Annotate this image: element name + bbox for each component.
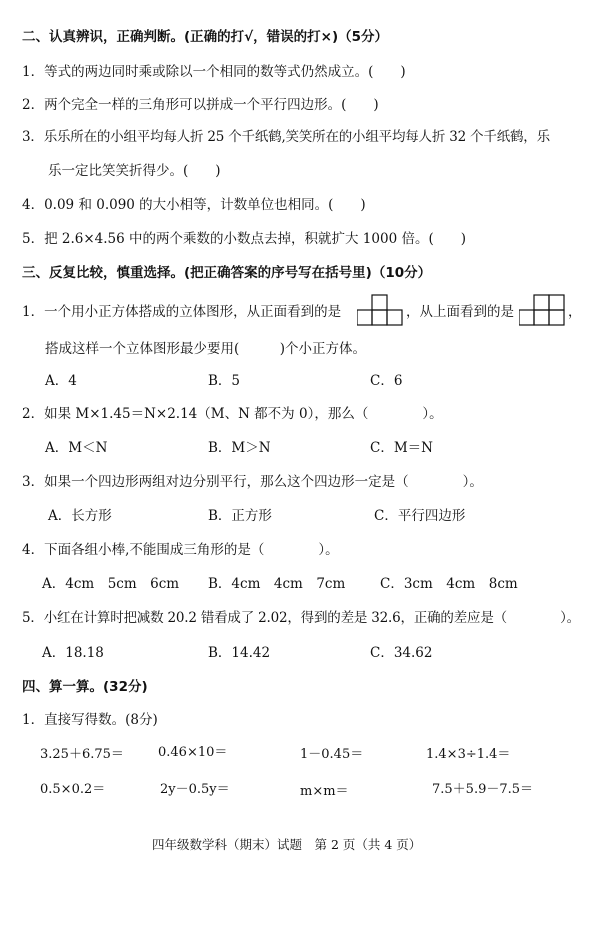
choice-q2-option-a: A．M＜N [45, 440, 108, 456]
choice-q1-line2: 搭成这样一个立体图形最少要用( )个小正方体。 [45, 341, 367, 357]
choice-q4-option-c: C．3cm 4cm 8cm [380, 576, 518, 592]
calc-item: 0.46×10＝ [158, 745, 228, 760]
judge-item-3-cont: 乐一定比笑笑折得少。( ) [48, 163, 221, 179]
choice-q2: 2．如果 M×1.45＝N×2.14（M、N 都不为 0），那么（ ）。 [22, 406, 443, 422]
judge-item-5: 5．把 2.6×4.56 中的两个乘数的小数点去掉，积就扩大 1000 倍。( ) [22, 231, 466, 247]
choice-q2-option-c: C．M＝N [370, 440, 433, 456]
calc-item: m×m＝ [300, 784, 349, 799]
calc-item: 3.25＋6.75＝ [40, 747, 124, 762]
choice-q1-part-c: ， [568, 304, 582, 320]
choice-q3-option-c: C．平行四边形 [374, 508, 466, 524]
judge-item-2: 2．两个完全一样的三角形可以拼成一个平行四边形。( ) [22, 97, 379, 113]
section-2-title: 二、认真辨识，正确判断。(正确的打√，错误的打×)（5分） [22, 29, 389, 45]
section-3-title: 三、反复比较，慎重选择。(把正确答案的序号写在括号里)（10分） [22, 265, 432, 281]
judge-item-1: 1．等式的两边同时乘或除以一个相同的数等式仍然成立。( ) [22, 64, 406, 80]
choice-q1-option-a: A．4 [45, 373, 77, 389]
choice-q1-option-c: C．6 [370, 373, 403, 389]
choice-q5-option-b: B．14.42 [208, 645, 271, 661]
calc-subtitle: 1．直接写得数。(8分) [22, 712, 158, 728]
calc-item: 1.4×3÷1.4＝ [426, 747, 511, 762]
choice-q5-option-a: A．18.18 [42, 645, 104, 661]
page-footer: 四年级数学科（期末）试题 第 2 页（共 4 页） [152, 837, 422, 852]
choice-q5: 5．小红在计算时把减数 20.2 错看成了 2.02，得到的差是 32.6，正确的差应是（ ）。 [22, 610, 580, 626]
choice-q4: 4．下面各组小棒,不能围成三角形的是（ ）。 [22, 542, 339, 558]
choice-q4-option-b: B．4cm 4cm 7cm [208, 576, 346, 592]
front-view-figure [357, 294, 405, 326]
choice-q3: 3．如果一个四边形两组对边分别平行，那么这个四边形一定是（ ）。 [22, 474, 483, 490]
choice-q3-option-a: A．长方形 [48, 508, 112, 524]
choice-q3-option-b: B．正方形 [208, 508, 272, 524]
choice-q4-option-a: A．4cm 5cm 6cm [42, 576, 180, 592]
choice-q2-option-b: B．M＞N [208, 440, 271, 456]
calc-item: 2y－0.5y＝ [160, 782, 230, 797]
choice-q5-option-c: C．34.62 [370, 645, 433, 661]
choice-q1-option-b: B．5 [208, 373, 241, 389]
calc-item: 7.5＋5.9－7.5＝ [432, 782, 534, 797]
calc-item: 1－0.45＝ [300, 747, 364, 762]
calc-item: 0.5×0.2＝ [40, 782, 106, 797]
judge-item-4: 4．0.09 和 0.090 的大小相等，计数单位也相同。( ) [22, 197, 366, 213]
choice-q1-part-a: 1．一个用小正方体搭成的立体图形，从正面看到的是 [22, 304, 342, 320]
section-4-title: 四、算一算。(32分) [22, 679, 148, 695]
top-view-figure [519, 294, 567, 326]
choice-q1-part-b: ，从上面看到的是 [406, 304, 514, 320]
judge-item-3: 3．乐乐所在的小组平均每人折 25 个千纸鹤,笑笑所在的小组平均每人折 32 个千纸鹤，乐 [22, 129, 550, 145]
